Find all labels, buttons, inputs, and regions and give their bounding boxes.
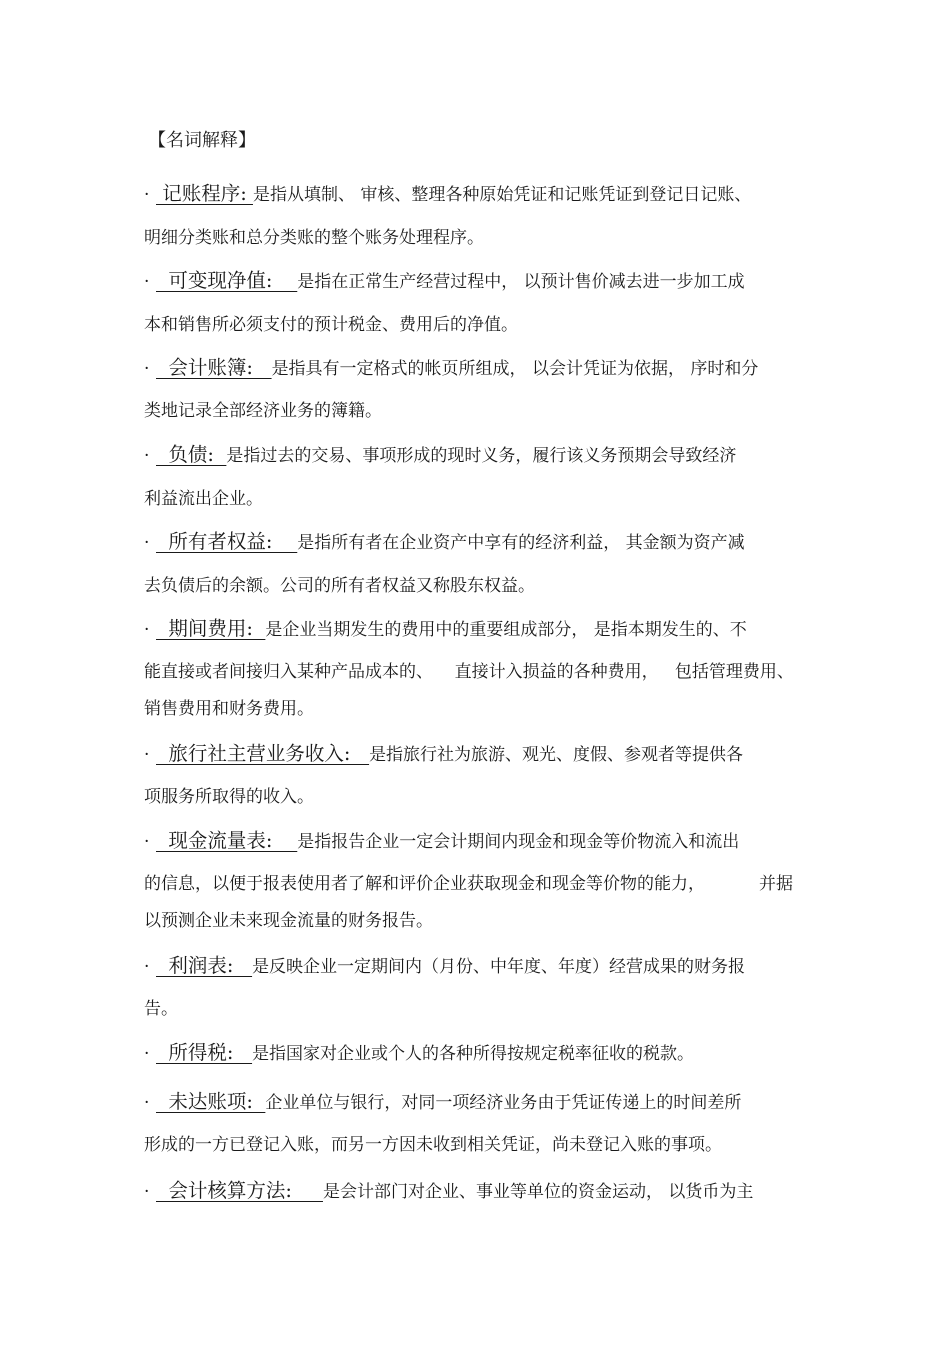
- term: 现金流量表:: [156, 829, 298, 852]
- entry-first-line: [144, 182, 751, 207]
- bullet: ·: [144, 1093, 150, 1113]
- section-heading: 【名词解释】: [148, 130, 256, 151]
- term: 未达账项:: [156, 1090, 266, 1113]
- bullet: ·: [144, 745, 150, 765]
- entry-first-line: [144, 443, 736, 468]
- bullet: ·: [144, 185, 150, 205]
- entry-first-line: [144, 356, 758, 381]
- entry-continuation-line: 本和销售所必须支付的预计税金、费用后的净值。: [144, 315, 518, 335]
- bullet: ·: [144, 957, 150, 977]
- term: 利润表:: [156, 954, 253, 977]
- bullet: ·: [144, 446, 150, 466]
- definition-text: 是指报告企业一定会计期间内现金和现金等价物流入和流出: [297, 832, 740, 852]
- bullet: ·: [144, 620, 150, 640]
- entry-continuation-line: 告。: [144, 999, 178, 1019]
- entry-continuation-line: 明细分类账和总分类账的整个账务处理程序。: [144, 228, 484, 248]
- entry-continuation-line: 类地记录全部经济业务的簿籍。: [144, 401, 382, 421]
- entry-continuation-line: 形成的一方已登记入账，而另一方因未收到相关凭证，尚未登记入账的事项。: [144, 1135, 722, 1155]
- term: 所有者权益:: [156, 530, 298, 553]
- bullet: ·: [144, 1044, 150, 1064]
- definition-text: 是指所有者在企业资产中享有的经济利益， 其金额为资产减: [297, 533, 745, 553]
- bullet: ·: [144, 359, 150, 379]
- bullet: ·: [144, 533, 150, 553]
- definition-text: 是反映企业一定期间内（月份、中年度、年度）经营成果的财务报: [252, 957, 746, 977]
- entry-continuation-line: 利益流出企业。: [144, 489, 263, 509]
- definition-text: 是指过去的交易、事项形成的现时义务，履行该义务预期会导致经济: [226, 446, 737, 466]
- definition-text: 是指旅行社为旅游、观光、度假、参观者等提供各: [369, 745, 744, 765]
- term: 会计账簿:: [156, 356, 272, 379]
- bullet: ·: [144, 832, 150, 852]
- definition-text: 企业单位与银行，对同一项经济业务由于凭证传递上的时间差所: [265, 1093, 742, 1113]
- entry-first-line: [144, 1041, 694, 1066]
- entry-first-line: [144, 742, 743, 767]
- definition-text: 是指从填制、 审核、整理各种原始凭证和记账凭证到登记日记账、: [252, 185, 752, 205]
- definition-text: 是指具有一定格式的帐页所组成， 以会计凭证为依据， 序时和分: [271, 359, 759, 379]
- term: 期间费用:: [156, 617, 266, 640]
- term: 旅行社主营业务收入:: [156, 742, 370, 765]
- entry-first-line: [144, 1179, 753, 1204]
- bullet: ·: [144, 1182, 150, 1202]
- entry-first-line: [144, 617, 747, 642]
- term: 会计核算方法:: [156, 1179, 323, 1202]
- definition-text: 是指在正常生产经营过程中， 以预计售价减去进一步加工成: [297, 272, 745, 292]
- entry-continuation-line: 项服务所取得的收入。: [144, 787, 314, 807]
- entry-continuation-line: 去负债后的余额。公司的所有者权益又称股东权益。: [144, 576, 535, 596]
- entry-first-line: [144, 269, 745, 294]
- term: 记账程序:: [156, 182, 253, 205]
- entry-continuation-line: 以预测企业未来现金流量的财务报告。: [144, 911, 433, 931]
- term: 所得税:: [156, 1041, 253, 1064]
- bullet: ·: [144, 272, 150, 292]
- term: 负债:: [156, 443, 227, 466]
- entry-continuation-line: 的信息，以便于报表使用者了解和评价企业获取现金和现金等价物的能力， 并据: [144, 874, 794, 894]
- entry-first-line: [144, 530, 745, 555]
- term: 可变现净值:: [156, 269, 298, 292]
- entry-first-line: [144, 1090, 741, 1115]
- definition-text: 是指国家对企业或个人的各种所得按规定税率征收的税款。: [252, 1044, 695, 1064]
- definition-text: 是企业当期发生的费用中的重要组成部分， 是指本期发生的、不: [265, 620, 747, 640]
- entry-continuation-line: 能直接或者间接归入某种产品成本的、 直接计入损益的各种费用， 包括管理费用、: [144, 662, 794, 682]
- entry-continuation-line: 销售费用和财务费用。: [144, 699, 314, 719]
- entry-first-line: [144, 829, 739, 854]
- definition-text: 是会计部门对企业、事业等单位的资金运动， 以货币为主: [322, 1182, 754, 1202]
- entry-first-line: [144, 954, 745, 979]
